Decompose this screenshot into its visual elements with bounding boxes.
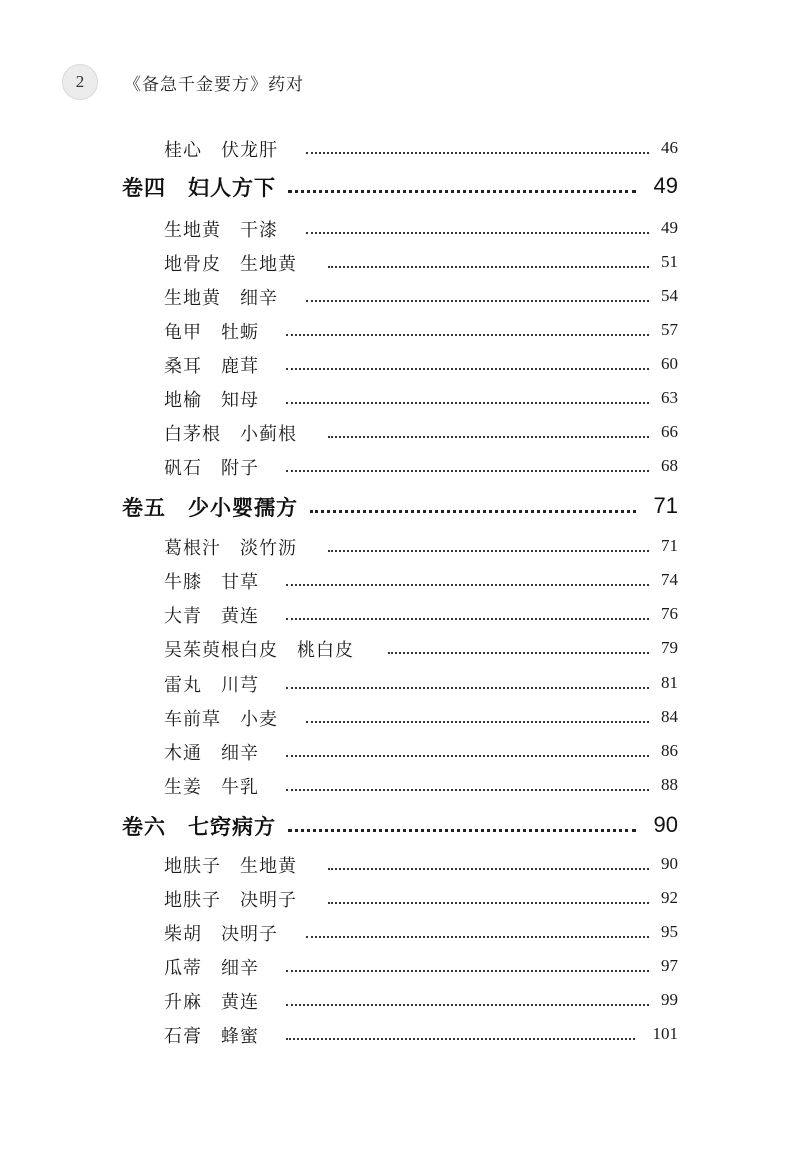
toc-chapter-label: 卷六 七窍病方 <box>122 815 276 839</box>
toc-chapter[interactable] <box>0 806 800 850</box>
toc-chapter[interactable] <box>0 487 800 531</box>
toc-entry[interactable] <box>0 1018 800 1052</box>
toc-entry-page: 86 <box>661 741 678 760</box>
toc-entry[interactable] <box>0 769 800 803</box>
toc-entry[interactable] <box>0 950 800 984</box>
toc-entry-page: 60 <box>661 354 678 373</box>
toc-entry-label: 吴茱萸根白皮 桃白皮 <box>164 640 354 661</box>
toc-entry-label: 升麻 黄连 <box>164 992 259 1013</box>
toc-entry[interactable] <box>0 598 800 632</box>
toc-entry-page: 95 <box>661 922 678 941</box>
toc-entry-page: 90 <box>661 854 678 873</box>
toc-entry-page: 54 <box>661 286 678 305</box>
toc-entry-label: 雷丸 川芎 <box>164 675 259 696</box>
toc-entry[interactable] <box>0 916 800 950</box>
toc-entry-page: 68 <box>661 456 678 475</box>
toc-entry[interactable] <box>0 348 800 382</box>
dot-leader <box>286 1038 635 1040</box>
toc-entry-label: 地肤子 生地黄 <box>164 856 297 877</box>
toc-entry[interactable] <box>0 632 800 666</box>
toc-entry-page: 66 <box>661 422 678 441</box>
toc-entry[interactable] <box>0 246 800 280</box>
dot-leader <box>328 902 649 904</box>
toc-entry-label: 地肤子 决明子 <box>164 890 297 911</box>
toc-entry[interactable] <box>0 314 800 348</box>
toc-entry-page: 79 <box>661 638 678 657</box>
toc-entry-page: 74 <box>661 570 678 589</box>
toc-entry[interactable] <box>0 701 800 735</box>
dot-leader <box>286 584 649 586</box>
toc-entry-label: 石膏 蜂蜜 <box>164 1026 259 1047</box>
toc-entry-label: 葛根汁 淡竹沥 <box>164 538 297 559</box>
toc-entry[interactable] <box>0 530 800 564</box>
toc-entry[interactable] <box>0 564 800 598</box>
toc-entry[interactable] <box>0 882 800 916</box>
toc-entry-page: 63 <box>661 388 678 407</box>
toc-entry[interactable] <box>0 735 800 769</box>
toc-chapter-label: 卷四 妇人方下 <box>122 176 276 200</box>
dot-leader <box>286 368 649 370</box>
dot-leader <box>328 436 649 438</box>
toc-chapter-page: 49 <box>653 173 678 198</box>
toc-entry-page: 99 <box>661 990 678 1009</box>
dot-leader <box>286 789 649 791</box>
dot-leader <box>286 1004 649 1006</box>
dot-leader <box>286 687 649 689</box>
toc-entry-label: 生姜 牛乳 <box>164 777 259 798</box>
toc-entry[interactable] <box>0 382 800 416</box>
toc-chapter-page: 90 <box>653 812 678 837</box>
toc-entry-label: 地骨皮 生地黄 <box>164 254 297 275</box>
dot-leader <box>288 829 636 832</box>
toc-entry-page: 57 <box>661 320 678 339</box>
toc-entry[interactable] <box>0 212 800 246</box>
toc-entry[interactable] <box>0 280 800 314</box>
toc-entry-page: 51 <box>661 252 678 271</box>
toc-entry[interactable] <box>0 416 800 450</box>
toc-entry-label: 矾石 附子 <box>164 458 259 479</box>
toc-chapter[interactable] <box>0 167 800 211</box>
toc-entry-label: 生地黄 干漆 <box>164 220 278 241</box>
toc-entry-label: 大青 黄连 <box>164 606 259 627</box>
dot-leader <box>328 550 649 552</box>
toc-entry-page: 71 <box>661 536 678 555</box>
toc-entry[interactable] <box>0 667 800 701</box>
toc-chapter-label: 卷五 少小婴孺方 <box>122 496 298 520</box>
dot-leader <box>286 755 649 757</box>
toc-entry-label: 木通 细辛 <box>164 743 259 764</box>
toc-entry-page: 49 <box>661 218 678 237</box>
toc-entry-page: 97 <box>661 956 678 975</box>
running-header-title: 《备急千金要方》药对 <box>124 75 304 95</box>
toc-entry-page: 76 <box>661 604 678 623</box>
dot-leader <box>310 510 636 513</box>
dot-leader <box>306 721 649 723</box>
toc-entry-page: 46 <box>661 138 678 157</box>
toc-entry-label: 瓜蒂 细辛 <box>164 958 259 979</box>
dot-leader <box>388 652 649 654</box>
toc-entry-label: 龟甲 牡蛎 <box>164 322 259 343</box>
dot-leader <box>306 300 649 302</box>
dot-leader <box>286 402 649 404</box>
dot-leader <box>286 470 649 472</box>
toc-entry[interactable] <box>0 848 800 882</box>
dot-leader <box>306 152 649 154</box>
toc-entry-page: 101 <box>652 1024 678 1043</box>
dot-leader <box>306 232 649 234</box>
dot-leader <box>328 868 649 870</box>
toc-entry-label: 柴胡 决明子 <box>164 924 278 945</box>
toc-entry-label: 牛膝 甘草 <box>164 572 259 593</box>
toc-entry-page: 88 <box>661 775 678 794</box>
toc-chapter-page: 71 <box>653 493 678 518</box>
toc-entry-label: 桂心 伏龙肝 <box>164 140 278 161</box>
dot-leader <box>328 266 649 268</box>
toc-entry-label: 白茅根 小蓟根 <box>164 424 297 445</box>
dot-leader <box>306 936 649 938</box>
toc-entry-label: 生地黄 细辛 <box>164 288 278 309</box>
toc-entry-page: 84 <box>661 707 678 726</box>
dot-leader <box>288 190 636 193</box>
toc-entry[interactable] <box>0 132 800 166</box>
toc-entry-label: 桑耳 鹿茸 <box>164 356 259 377</box>
toc-entry-page: 81 <box>661 673 678 692</box>
toc-entry[interactable] <box>0 450 800 484</box>
page-number: 2 <box>62 64 98 100</box>
toc-entry[interactable] <box>0 984 800 1018</box>
dot-leader <box>286 334 649 336</box>
dot-leader <box>286 618 649 620</box>
toc-entry-label: 车前草 小麦 <box>164 709 278 730</box>
toc-entry-page: 92 <box>661 888 678 907</box>
dot-leader <box>286 970 649 972</box>
toc-entry-label: 地榆 知母 <box>164 390 259 411</box>
